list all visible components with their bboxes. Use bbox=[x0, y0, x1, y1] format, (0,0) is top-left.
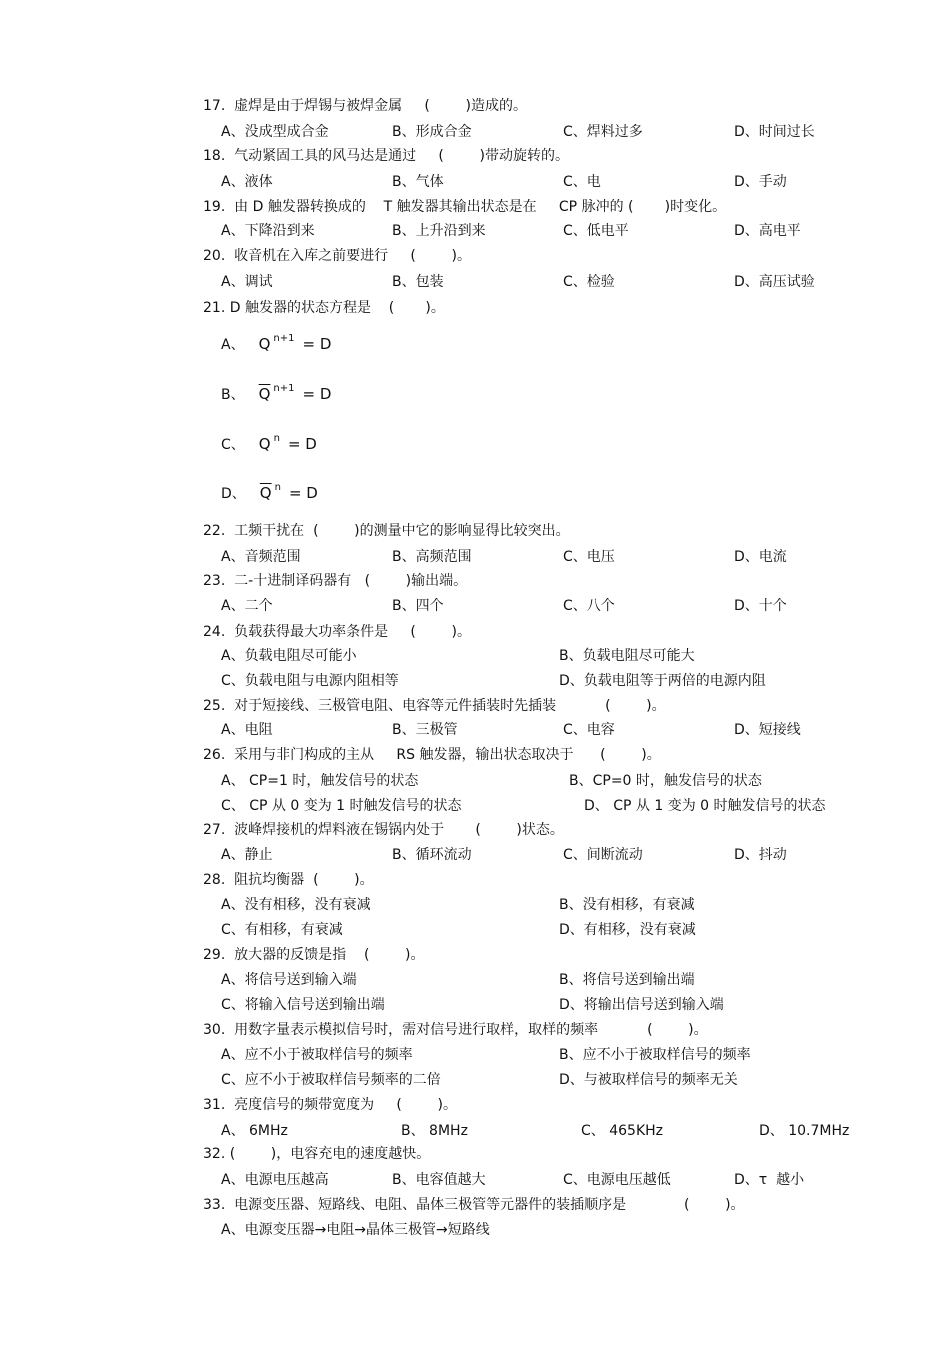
question-21: 21. D 触发器的状态方程是 ( )。 bbox=[203, 300, 445, 316]
q19-option-b: B、上升沿到来 bbox=[392, 223, 486, 239]
q27-option-b: B、循环流动 bbox=[392, 847, 472, 863]
formula-superscript: n+1 bbox=[273, 383, 295, 394]
q32-option-b: B、电容值越大 bbox=[392, 1172, 486, 1188]
question-28: 28. 阻抗均衡器 ( )。 bbox=[203, 872, 374, 888]
q18-option-a: A、液体 bbox=[221, 174, 273, 190]
formula-label: A、 bbox=[221, 337, 245, 353]
formula-rhs: = D bbox=[287, 435, 317, 453]
q32-option-c: C、电源电压越低 bbox=[563, 1172, 671, 1188]
q24-option-c: C、负载电阻与电源内阻相等 bbox=[221, 673, 399, 689]
q18-option-d: D、手动 bbox=[734, 174, 787, 190]
formula-rhs: = D bbox=[302, 385, 332, 403]
formula-superscript: n bbox=[273, 433, 280, 444]
question-33: 33. 电源变压器、短路线、电阻、晶体三极管等元器件的装插顺序是 ( )。 bbox=[203, 1197, 745, 1213]
q23-option-c: C、八个 bbox=[563, 598, 615, 614]
formula-label: B、 bbox=[221, 387, 245, 403]
q27-option-a: A、静止 bbox=[221, 847, 273, 863]
q31-option-b: B、 8MHz bbox=[401, 1123, 468, 1139]
q21-formula-a bbox=[221, 334, 331, 354]
q31-option-c: C、 465KHz bbox=[581, 1123, 664, 1139]
q20-option-b: B、包装 bbox=[392, 274, 444, 290]
q26-option-a: A、 CP=1 时，触发信号的状态 bbox=[221, 773, 419, 789]
q29-option-b: B、将信号送到输出端 bbox=[559, 972, 695, 988]
question-25: 25. 对于短接线、三极管电阻、电容等元件插装时先插装 ( )。 bbox=[203, 698, 666, 714]
formula-label: D、 bbox=[221, 486, 246, 502]
formula-superscript: n bbox=[274, 482, 281, 493]
q25-option-c: C、电容 bbox=[563, 722, 615, 738]
q22-option-c: C、电压 bbox=[563, 549, 615, 565]
question-17: 17. 虚焊是由于焊锡与被焊金属 ( )造成的。 bbox=[203, 98, 527, 114]
q17-option-d: D、时间过长 bbox=[734, 124, 815, 140]
question-22: 22. 工频干扰在 ( )的测量中它的影响显得比较突出。 bbox=[203, 523, 570, 539]
q31-option-a: A、 6MHz bbox=[221, 1123, 288, 1139]
formula-symbol: Q bbox=[258, 335, 271, 353]
q26-option-d: D、 CP 从 1 变为 0 时触发信号的状态 bbox=[584, 798, 826, 814]
q23-option-a: A、二个 bbox=[221, 598, 273, 614]
question-30: 30. 用数字量表示模拟信号时，需对信号进行取样，取样的频率 ( )。 bbox=[203, 1022, 708, 1038]
formula-symbol-negated: $\overline{Q}$ bbox=[258, 385, 271, 403]
q24-option-a: A、负载电阻尽可能小 bbox=[221, 648, 357, 664]
q22-option-b: B、高频范围 bbox=[392, 549, 472, 565]
q28-option-d: D、有相移，没有衰减 bbox=[559, 922, 696, 938]
formula-symbol-negated: $\overline{Q}$ bbox=[259, 484, 272, 502]
question-32: 32. ( )，电容充电的速度越快。 bbox=[203, 1146, 431, 1162]
q19-option-c: C、低电平 bbox=[563, 223, 629, 239]
q29-option-c: C、将输入信号送到输出端 bbox=[221, 997, 385, 1013]
formula-symbol: Q bbox=[258, 435, 271, 453]
q17-option-b: B、形成合金 bbox=[392, 124, 472, 140]
q27-option-d: D、抖动 bbox=[734, 847, 787, 863]
question-24: 24. 负载获得最大功率条件是 ( )。 bbox=[203, 624, 471, 640]
formula-rhs: = D bbox=[302, 335, 332, 353]
q19-option-a: A、下降沿到来 bbox=[221, 223, 315, 239]
q31-option-d: D、 10.7MHz bbox=[759, 1123, 850, 1139]
q30-option-b: B、应不小于被取样信号的频率 bbox=[559, 1047, 751, 1063]
q19-option-d: D、高电平 bbox=[734, 223, 801, 239]
q18-option-b: B、气体 bbox=[392, 174, 444, 190]
question-23: 23. 二-十进制译码器有 ( )输出端。 bbox=[203, 573, 468, 589]
q28-option-a: A、没有相移，没有衰减 bbox=[221, 897, 371, 913]
question-20: 20. 收音机在入库之前要进行 ( )。 bbox=[203, 248, 471, 264]
q21-formula-d bbox=[221, 483, 318, 503]
q20-option-a: A、调试 bbox=[221, 274, 273, 290]
q30-option-d: D、与被取样信号的频率无关 bbox=[559, 1072, 738, 1088]
q20-option-c: C、检验 bbox=[563, 274, 615, 290]
q23-option-d: D、十个 bbox=[734, 598, 787, 614]
q25-option-a: A、电阻 bbox=[221, 722, 273, 738]
q21-formula-c bbox=[221, 434, 317, 454]
q30-option-c: C、应不小于被取样信号频率的二倍 bbox=[221, 1072, 441, 1088]
q25-option-d: D、短接线 bbox=[734, 722, 801, 738]
question-19: 19. 由 D 触发器转换成的 T 触发器其输出状态是在 CP 脉冲的 ( )时变化。 bbox=[203, 199, 727, 215]
q22-option-d: D、电流 bbox=[734, 549, 787, 565]
question-31: 31. 亮度信号的频带宽度为 ( )。 bbox=[203, 1097, 457, 1113]
q23-option-b: B、四个 bbox=[392, 598, 444, 614]
question-26: 26. 采用与非门构成的主从 RS 触发器，输出状态取决于 ( )。 bbox=[203, 747, 661, 763]
q29-option-d: D、将输出信号送到输入端 bbox=[559, 997, 724, 1013]
q26-option-c: C、 CP 从 0 变为 1 时触发信号的状态 bbox=[221, 798, 462, 814]
q17-option-c: C、焊料过多 bbox=[563, 124, 643, 140]
q28-option-c: C、有相移，有衰减 bbox=[221, 922, 343, 938]
q32-option-d: D、τ 越小 bbox=[734, 1172, 805, 1188]
formula-superscript: n+1 bbox=[273, 333, 295, 344]
q32-option-a: A、电源电压越高 bbox=[221, 1172, 329, 1188]
question-18: 18. 气动紧固工具的风马达是通过 ( )带动旋转的。 bbox=[203, 148, 569, 164]
formula-rhs: = D bbox=[288, 484, 318, 502]
question-29: 29. 放大器的反馈是指 ( )。 bbox=[203, 947, 425, 963]
q20-option-d: D、高压试验 bbox=[734, 274, 815, 290]
q27-option-c: C、间断流动 bbox=[563, 847, 643, 863]
q17-option-a: A、没成型成合金 bbox=[221, 124, 329, 140]
q28-option-b: B、没有相移，有衰减 bbox=[559, 897, 695, 913]
q24-option-b: B、负载电阻尽可能大 bbox=[559, 648, 695, 664]
q29-option-a: A、将信号送到输入端 bbox=[221, 972, 357, 988]
formula-label: C、 bbox=[221, 437, 245, 453]
question-27: 27. 波峰焊接机的焊料液在锡锅内处于 ( )状态。 bbox=[203, 822, 564, 838]
q30-option-a: A、应不小于被取样信号的频率 bbox=[221, 1047, 413, 1063]
q33-option-a: A、电源变压器→电阻→晶体三极管→短路线 bbox=[221, 1222, 490, 1238]
q21-formula-b bbox=[221, 384, 331, 404]
q26-option-b: B、CP=0 时，触发信号的状态 bbox=[569, 773, 762, 789]
q22-option-a: A、音频范围 bbox=[221, 549, 301, 565]
q18-option-c: C、电 bbox=[563, 174, 601, 190]
q25-option-b: B、三极管 bbox=[392, 722, 458, 738]
q24-option-d: D、负载电阻等于两倍的电源内阻 bbox=[559, 673, 766, 689]
